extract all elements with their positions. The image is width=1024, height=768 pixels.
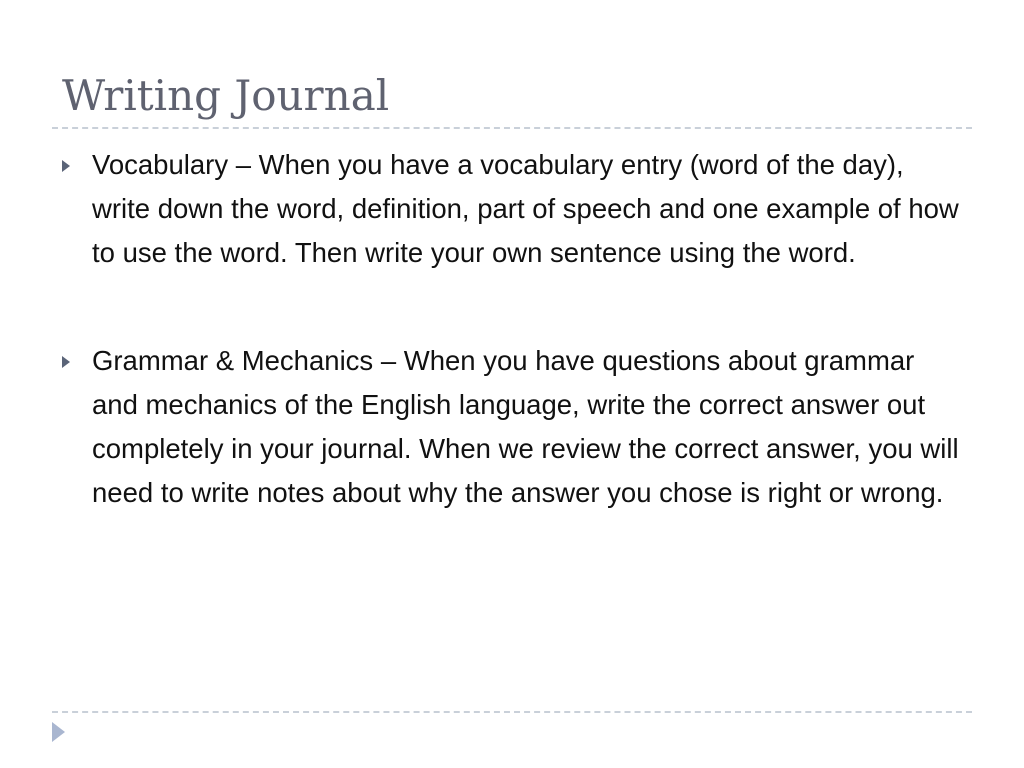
title-divider [52, 127, 972, 129]
footer-divider [52, 711, 972, 713]
bullet-text: Grammar & Mechanics – When you have questions about grammar and mechanics of the English language, write the correct answer out completely in your journal. When we review the correct answer, you will need to write notes about why the answer you chose is right or wrong. [92, 345, 959, 508]
slide-content [62, 143, 962, 515]
bullet-vocabulary [62, 143, 962, 275]
triangle-right-icon [62, 160, 70, 172]
bullet-grammar-mechanics [62, 339, 962, 515]
slide-title: Writing Journal [62, 71, 390, 120]
play-arrow-icon[interactable] [52, 722, 65, 742]
triangle-right-icon [62, 356, 70, 368]
bullet-text: Vocabulary – When you have a vocabulary entry (word of the day), write down the word, definition, part of speech and one example of how to use the word. Then write your own sentence using the word. [92, 149, 959, 268]
